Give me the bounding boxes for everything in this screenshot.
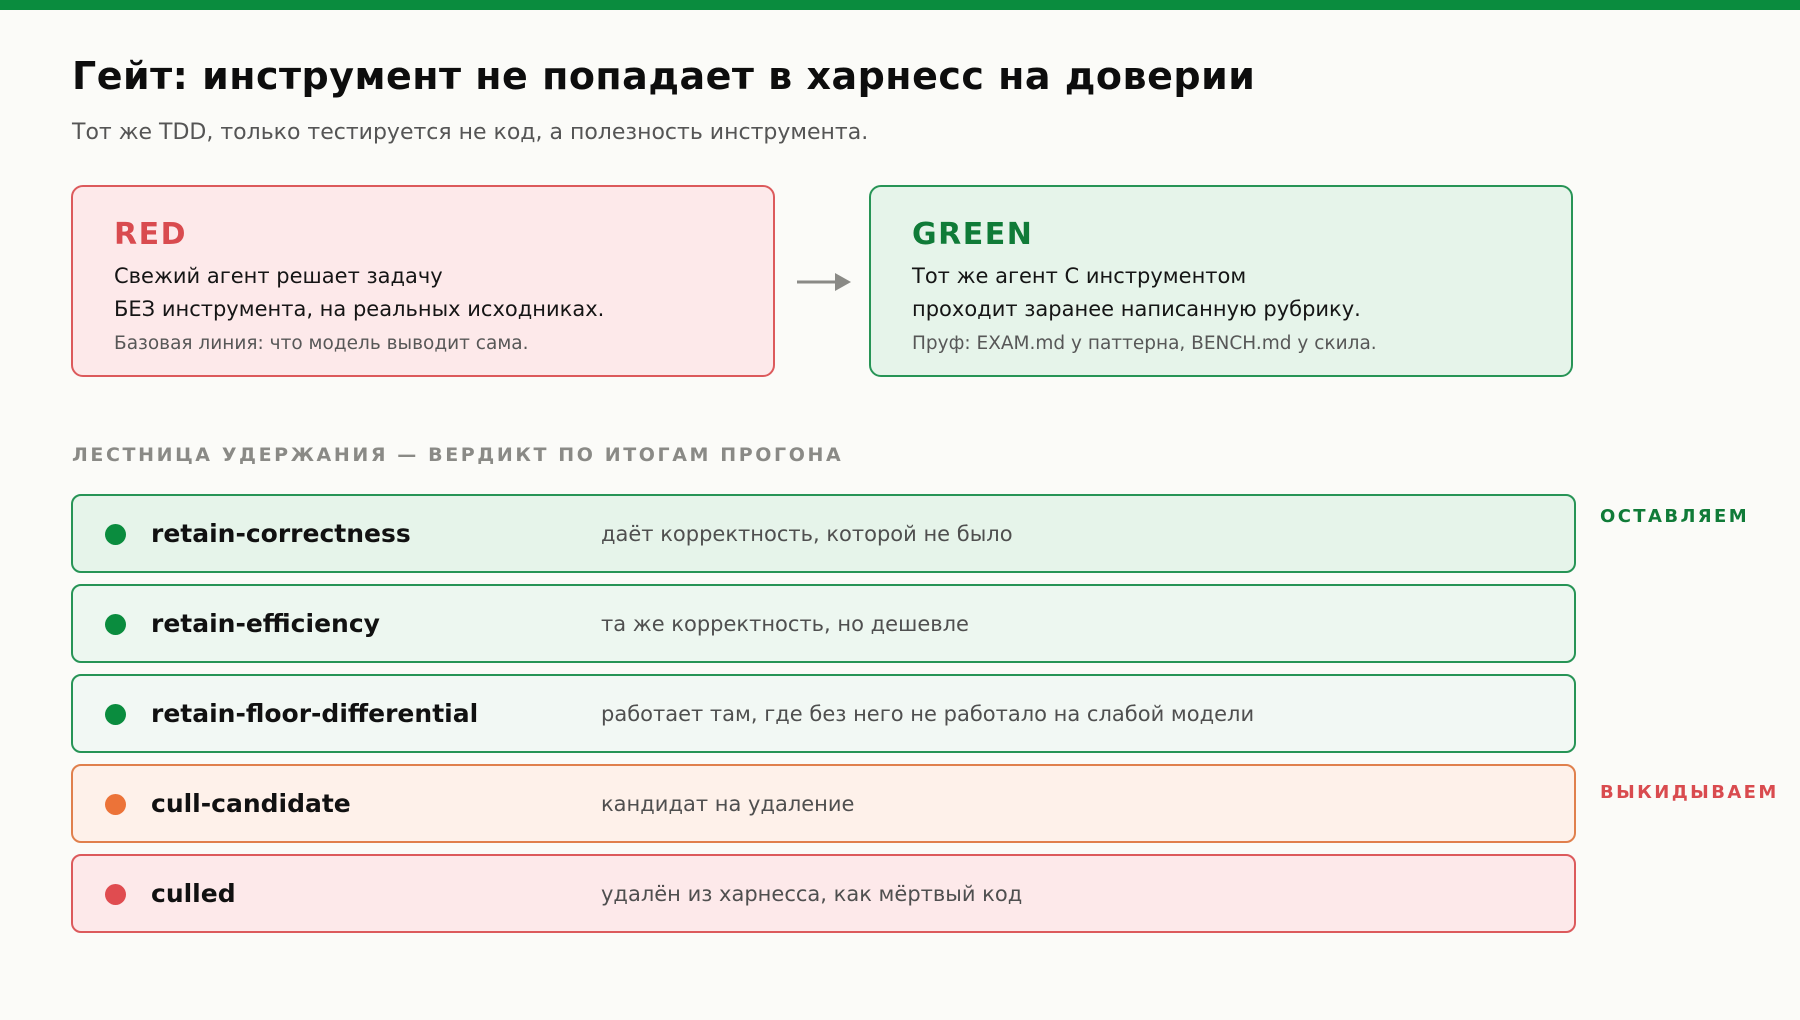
arrow-right-icon [795,268,855,296]
red-phase-title: RED [114,217,187,252]
page-subtitle: Тот же TDD, только тестируется не код, а полезность инструмента. [72,120,869,145]
ladder-row-culled [71,854,1576,933]
rung-name: cull-candidate [151,789,351,818]
top-accent-bar [0,0,1800,10]
rung-description: та же корректность, но дешевле [601,612,969,636]
red-phase-line-1: Свежий агент решает задачу [114,264,443,288]
ladder-row-retain-efficiency [71,584,1576,663]
status-dot [105,794,126,815]
ladder-row-retain-correctness [71,494,1576,573]
status-dot [105,524,126,545]
rung-description: даёт корректность, которой не было [601,522,1013,546]
page-title: Гейт: инструмент не попадает в харнесс на доверии [72,54,1256,98]
green-phase-card [869,185,1573,377]
ladder-row-cull-candidate [71,764,1576,843]
green-phase-line-1: Тот же агент С инструментом [912,264,1247,288]
green-phase-line-2: проходит заранее написанную рубрику. [912,297,1361,321]
rung-name: retain-efficiency [151,609,380,638]
rung-name: retain-correctness [151,519,411,548]
rung-name: culled [151,879,236,908]
green-phase-title: GREEN [912,217,1034,252]
red-phase-line-2: БЕЗ инструмента, на реальных исходниках. [114,297,605,321]
rung-description: работает там, где без него не работало на слабой модели [601,702,1255,726]
status-dot [105,614,126,635]
green-phase-note: Пруф: EXAM.md у паттерна, BENCH.md у скила. [912,333,1377,354]
red-phase-note: Базовая линия: что модель выводит сама. [114,333,529,354]
rung-name: retain-floor-differential [151,699,479,728]
status-dot [105,884,126,905]
drop-label: ВЫКИДЫВАЕМ [1600,782,1779,803]
status-dot [105,704,126,725]
rung-description: удалён из харнесса, как мёртвый код [601,882,1023,906]
rung-description: кандидат на удаление [601,792,855,816]
red-phase-card [71,185,775,377]
keep-label: ОСТАВЛЯЕМ [1600,506,1750,527]
ladder-row-retain-floor-differential [71,674,1576,753]
ladder-heading: ЛЕСТНИЦА УДЕРЖАНИЯ — ВЕРДИКТ ПО ИТОГАМ ПРОГОНА [72,444,844,466]
